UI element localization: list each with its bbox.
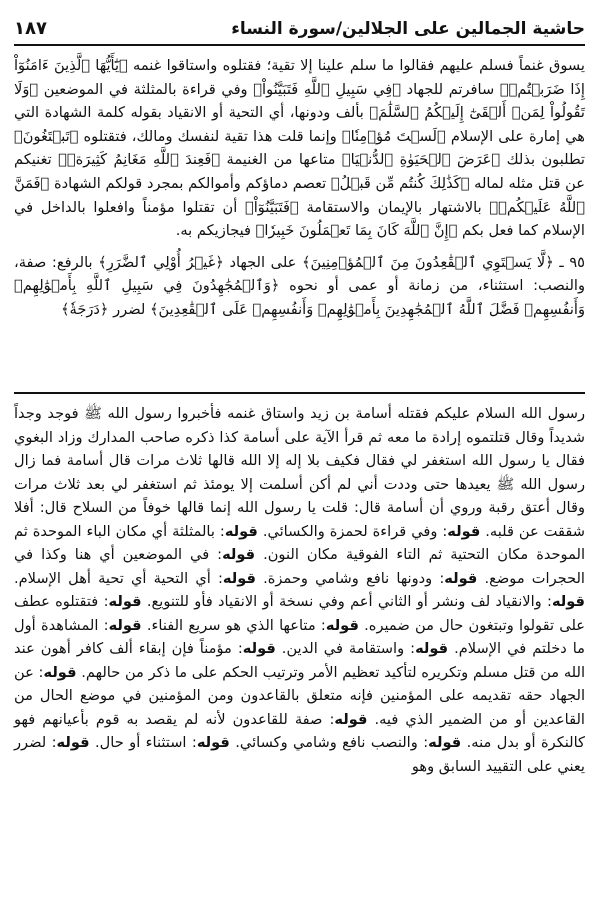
commentary-keyword: قوله [551, 593, 585, 610]
commentary-segment: : استثناء أو حال. [89, 734, 197, 751]
commentary-keyword: قوله [43, 663, 77, 681]
page-number: ١٨٧ [14, 18, 47, 39]
commentary-keyword: قوله [447, 522, 481, 540]
commentary-keyword: قوله [325, 616, 359, 634]
running-title: حاشية الجمالين على الجلالين/سورة النساء [231, 19, 585, 39]
commentary-segment: : المشاهدة أول ما دخلتم في الإسلام. [14, 616, 585, 657]
commentary-keyword: قوله [56, 734, 90, 751]
commentary-paragraph [14, 402, 585, 778]
commentary-keyword: قوله [196, 734, 230, 751]
main-paragraph: يسوق غنماً فسلم عليهم فقالوا ما سلم علينا إلا تقية؛ فقتلوه واستاقوا غنمه ﴿يَٰٓأَيُّهَا ٱلَّذِينَ ءَامَنُوٓاْ إِذَا ضَرَبۡتُمۡ﴾ سافرتم للجهاد ﴿فِي سَبِيلِ ٱللَّهِ فَتَبَيَّنُواْ﴾ وفي قراءة بالمثلثة في الموضعين ﴿وَلَا تَقُولُواْ لِمَنۡ أَلۡقَىٰٓ إِلَيۡكُمُ ٱلسَّلَٰمَ﴾ بألف ودونها، أي التحية أو الانقياد بقوله كلمة الشهادة التي هي إمارة على الإسلام ﴿لَسۡتَ مُؤۡمِنٗا﴾ وإنما قلت هذا تقية لنفسك ومالك، فتقتلوه ﴿تَبۡتَغُونَ﴾ تطلبون بذلك ﴿عَرَضَ ٱلۡحَيَوٰةِ ٱلدُّنۡيَا﴾ متاعها من الغنيمة ﴿فَعِندَ ٱللَّهِ مَغَانِمُ كَثِيرَةٞ﴾ تغنيكم عن قتل مثله لماله ﴿كَذَٰلِكَ كُنتُم مِّن قَبۡلُ﴾ تعصم دماؤكم وأموالكم بمجرد قولكم الشهادة ﴿فَمَنَّ ٱللَّهُ عَلَيۡكُمۡ﴾ بالاشتهار بالإيمان والاستقامة ﴿فَتَبَيَّنُوٓاْ﴾ أن تقتلوا مؤمناً وافعلوا بالداخل في الإسلام كما فعل بكم ﴿إِنَّ ٱللَّهَ كَانَ بِمَا تَعۡمَلُونَ خَبِيرٗا﴾ فيجازيكم به. [14, 57, 585, 240]
commentary-keyword: قوله [108, 593, 142, 610]
commentary-keyword: قوله [222, 569, 256, 587]
commentary-segment: : فتقتلوه عطف على تقولوا وتبتغون حال من ضميره. [14, 593, 585, 634]
commentary-segment: : صفة للقاعدون لأنه لم يقصد به قوم بأعيانهم فهو كالنكرة أو بدل منه. [14, 710, 585, 751]
commentary-segment: : واستقامة في الدين. [275, 640, 416, 657]
commentary-segment: : مؤمناً فإن إبقاء ألف كافر أهون عند الله من قتل مسلم وتكريره لتأكيد تعظيم الأمر وترتيب الحكم على ما ذكر من حالهم. [14, 640, 586, 681]
commentary-keyword: قوله [444, 569, 478, 587]
commentary-segment: : والنصب نافع وشامي وكسائي. [229, 734, 429, 751]
commentary-keyword: قوله [242, 640, 276, 657]
commentary-text [14, 402, 585, 778]
commentary-keyword: قوله [334, 710, 368, 728]
commentary-segment: : بالمثلثة أي مكان الباء الموحدة ثم الموحدة مكان التحتية ثم التاء الفوقية مكان النون. [14, 522, 586, 563]
main-text [14, 54, 585, 322]
commentary-segment: : في الموضعين أي هنا وكذا في الحجرات موضع. [14, 546, 585, 587]
commentary-segment: : ودونها نافع وشامي وحمزة. [255, 569, 445, 587]
commentary-keyword: قوله [224, 522, 258, 540]
commentary-segment: : وفي قراءة لحمزة والكسائي. [257, 522, 448, 540]
commentary-segment: : متاعها الذي هو سريع الفناء. [141, 616, 326, 634]
commentary-segment: رسول الله السلام عليكم فقتله أسامة بن زيد واستاق غنمه فأخبروا رسول الله ﷺ فوجد وجداً شديداً وقال قتلتموه إرادة ما معه ثم قرأ الآية على أسامة كذا ذكره صاحب المدارك وزاد البغوي فقال يا رسول الله استغفر لي فقال فكيف بلا إله إلا الله قالها ثلاث مرات قال أسامة فما زال رسول الله ﷺ يعيدها حتى وددت أني لم أكن أسلمت إلا يومئذ ثم استغفر لي بعد ثلاث مرات وقال أعتق رقبة وروي أن أسامة قال: قلت يا رسول الله إنما قالها خوفاً من السلاح قال: أفلا شققت عن قلبه. [14, 405, 585, 540]
commentary-keyword: قوله [108, 616, 142, 634]
commentary-segment: : والانقياد لف ونشر أو الثاني أعم وفي نسخة أو الانقياد فأو للتنويع. [141, 593, 552, 610]
section-divider [14, 392, 585, 394]
commentary-segment: : عن الجهاد حقه تقديمه على المؤمنين فإنه متعلق بالقاعدون ومن المؤمنين في موضع الحال من القاعدين أو من الضمير الذي فيه. [14, 663, 585, 728]
commentary-segment: : أي التحية أي تحية أهل الإسلام. [14, 569, 223, 587]
commentary-segment: : لضرر يعني على التقييد السابق وهو [14, 734, 585, 775]
main-paragraph: ٩٥ ـ ﴿لَّا يَسۡتَوِي ٱلۡقَٰعِدُونَ مِنَ ٱلۡمُؤۡمِنِينَ﴾ على الجهاد ﴿غَيۡرُ أُوْلِي ٱلضَّرَرِ﴾ بالرفع: صفة، والنصب: استثناء، من زمانة أو عمى أو نحوه ﴿وَٱلۡمُجَٰهِدُونَ فِي سَبِيلِ ٱللَّهِ بِأَمۡوَٰلِهِمۡ وَأَنفُسِهِمۡ فَضَّلَ ٱللَّهُ ٱلۡمُجَٰهِدِينَ بِأَمۡوَٰلِهِمۡ وَأَنفُسِهِمۡ عَلَى ٱلۡقَٰعِدِينَ﴾ لضرر ﴿دَرَجَةٗ﴾ [14, 253, 585, 318]
commentary-keyword: قوله [222, 546, 256, 563]
commentary-keyword: قوله [415, 640, 449, 657]
page-header [14, 10, 585, 46]
commentary-keyword: قوله [428, 734, 462, 751]
